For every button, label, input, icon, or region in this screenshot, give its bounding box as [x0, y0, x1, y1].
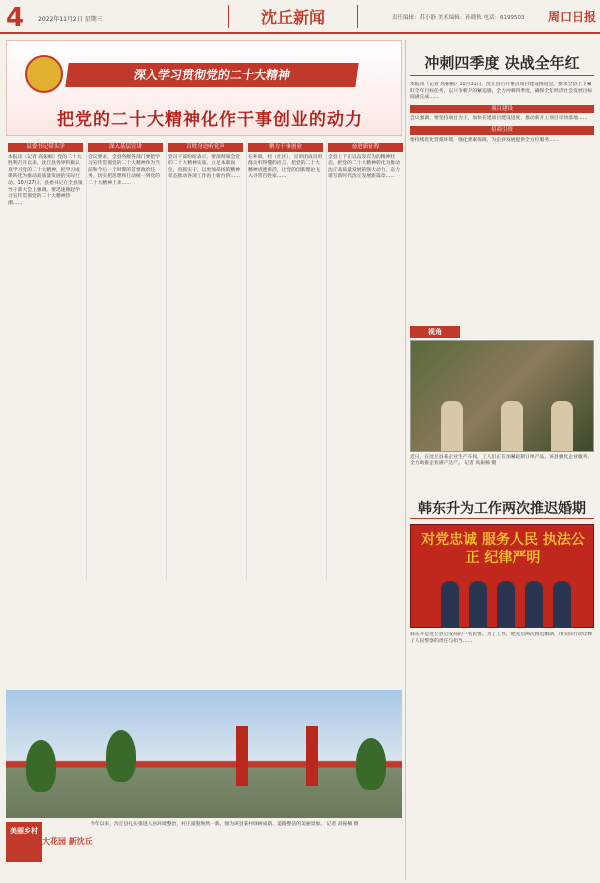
village-photo: [6, 690, 402, 818]
police-photo: [410, 524, 594, 628]
tree-shape: [356, 738, 386, 790]
article-text: 会议要求，全县各级各部门要把学习宣传贯彻党的二十大精神作为当前和今后一个时期的首要政治任务，切实把思想和行动统一到党的二十大精神上来……: [88, 154, 160, 186]
officer-figure: [553, 581, 571, 627]
article-column-1: [8, 140, 83, 580]
photo-caption: 近日，在沈丘县某企业生产车间，工人们正在加紧赶制订单产品。该县强化企业服务，全力助推企业满产达产。 记者 高振楠 摄: [410, 455, 593, 467]
village-caption: 今年以来，沈丘县扎实推进人居环境整治，村庄面貌焕然一新。图为该县某村绿树成荫、道路整洁的美丽景象。 记者 高振楠 摄: [90, 822, 359, 827]
column-rule: [246, 140, 247, 580]
column-rule: [86, 140, 87, 580]
article-text: 全县上下正以奋发有为的精神状态，把党的二十大精神转化为推动沈丘高质量发展的强大动力，奋力谱写新时代沈丘发展新篇章……: [328, 154, 400, 180]
banner-tag: 深入学习贯彻党的二十大精神: [65, 63, 358, 87]
factory-photo: [410, 340, 594, 452]
officer-figure: [497, 581, 515, 627]
column-divider: [405, 40, 406, 880]
rural-badge: 美丽乡村: [6, 822, 42, 862]
rural-badge-sub: 大花园 新沈丘: [42, 837, 93, 846]
right-top-headline: 冲刺四季度 决战全年红: [424, 54, 580, 72]
article-text: 要持续优化营商环境，强化要素保障，为企业发展提供全方位服务……: [410, 137, 559, 143]
column-subhead: 奋进新征程: [328, 143, 403, 152]
officer-figure: [469, 581, 487, 627]
lead-headline: 把党的二十大精神化作干事创业的动力: [57, 110, 363, 130]
right-top-article: [410, 82, 594, 322]
column-subhead: 县委书记带头学: [8, 143, 83, 152]
wall-slogan: 对党忠诚 服务人民 执法公正 纪律严明: [421, 532, 585, 566]
section-title: 沈丘新闻: [228, 5, 358, 28]
lead-banner: [6, 40, 402, 136]
newspaper-brand: 周口日报: [548, 10, 597, 24]
masthead: [0, 0, 600, 34]
article-text: 本报讯（记者 高振楠）党的二十大胜利召开以来，沈丘县各界积极认真学习党的二十大精神，把学习成果转化为推动高质量发展的实际行动。10月27日，县委书记在全县领导干部大会上强调，要迅速掀起学习宣传贯彻党的二十大精神热潮……: [8, 154, 83, 206]
article-column-5: [328, 140, 403, 580]
article-column-2: [88, 140, 163, 580]
photo-label: 视角: [410, 326, 460, 338]
officer-figure: [525, 581, 543, 627]
column-subhead: 聚力干事创业: [248, 143, 323, 152]
officer-figure: [441, 581, 459, 627]
worker-figure: [551, 401, 573, 451]
article-text: 本报讯（记者 高振楠）10月31日，沈丘县召开重点项目建设推进会，要求全县上下紧盯全年目标任务，以只争朝夕的紧迫感，全力冲刺四季度，确保全年经济社会发展目标圆满完成……: [410, 82, 593, 101]
column-subhead: 招商引资: [410, 126, 594, 135]
tree-shape: [106, 730, 136, 782]
column-subhead: 百姓身边听党声: [168, 143, 243, 152]
column-rule: [326, 140, 327, 580]
party-emblem-icon: [25, 55, 63, 93]
worker-figure: [441, 401, 463, 451]
right-bottom-article: 韩东升是沈丘县公安局的一名民警。为了工作，他先后两次推迟婚期，用实际行动诠释了人民警察的责任与担当……: [410, 632, 593, 644]
article-text: 党员干部纷纷表示，要深刻领会党的二十大精神实质，立足本职岗位，真抓实干，以更加昂扬的精神状态推动各项工作再上新台阶……: [168, 154, 240, 180]
gate-pillar: [236, 726, 248, 786]
article-column-4: [248, 140, 323, 580]
right-bottom-headline: 韩东升为工作两次推迟婚期: [418, 501, 586, 517]
gate-pillar: [306, 726, 318, 786]
column-rule: [166, 140, 167, 580]
worker-figure: [501, 401, 523, 451]
article-column-3: [168, 140, 243, 580]
tree-shape: [26, 740, 56, 792]
issue-date: 2022年11月2日 星期三: [38, 16, 103, 23]
headline-rule: [410, 75, 594, 76]
article-text: 会议强调，要坚持项目为王，加快在建项目建设进度，推动新开工项目尽快落地……: [410, 116, 588, 122]
page-number: 4: [6, 3, 25, 33]
column-subhead: 深入基层宣讲: [88, 143, 163, 152]
headline-rule: [410, 518, 594, 519]
column-subhead: 项目建设: [410, 105, 594, 114]
editors-line: 责任编辑：苏小静 美术编辑：孙晓秋 电话：6199503: [392, 15, 525, 21]
article-text: 在乡镇、村（社区），宣讲团成员用群众听得懂的语言，把党的二十大精神讲透讲活，让党的创新理论飞入寻常百姓家……: [248, 154, 323, 180]
